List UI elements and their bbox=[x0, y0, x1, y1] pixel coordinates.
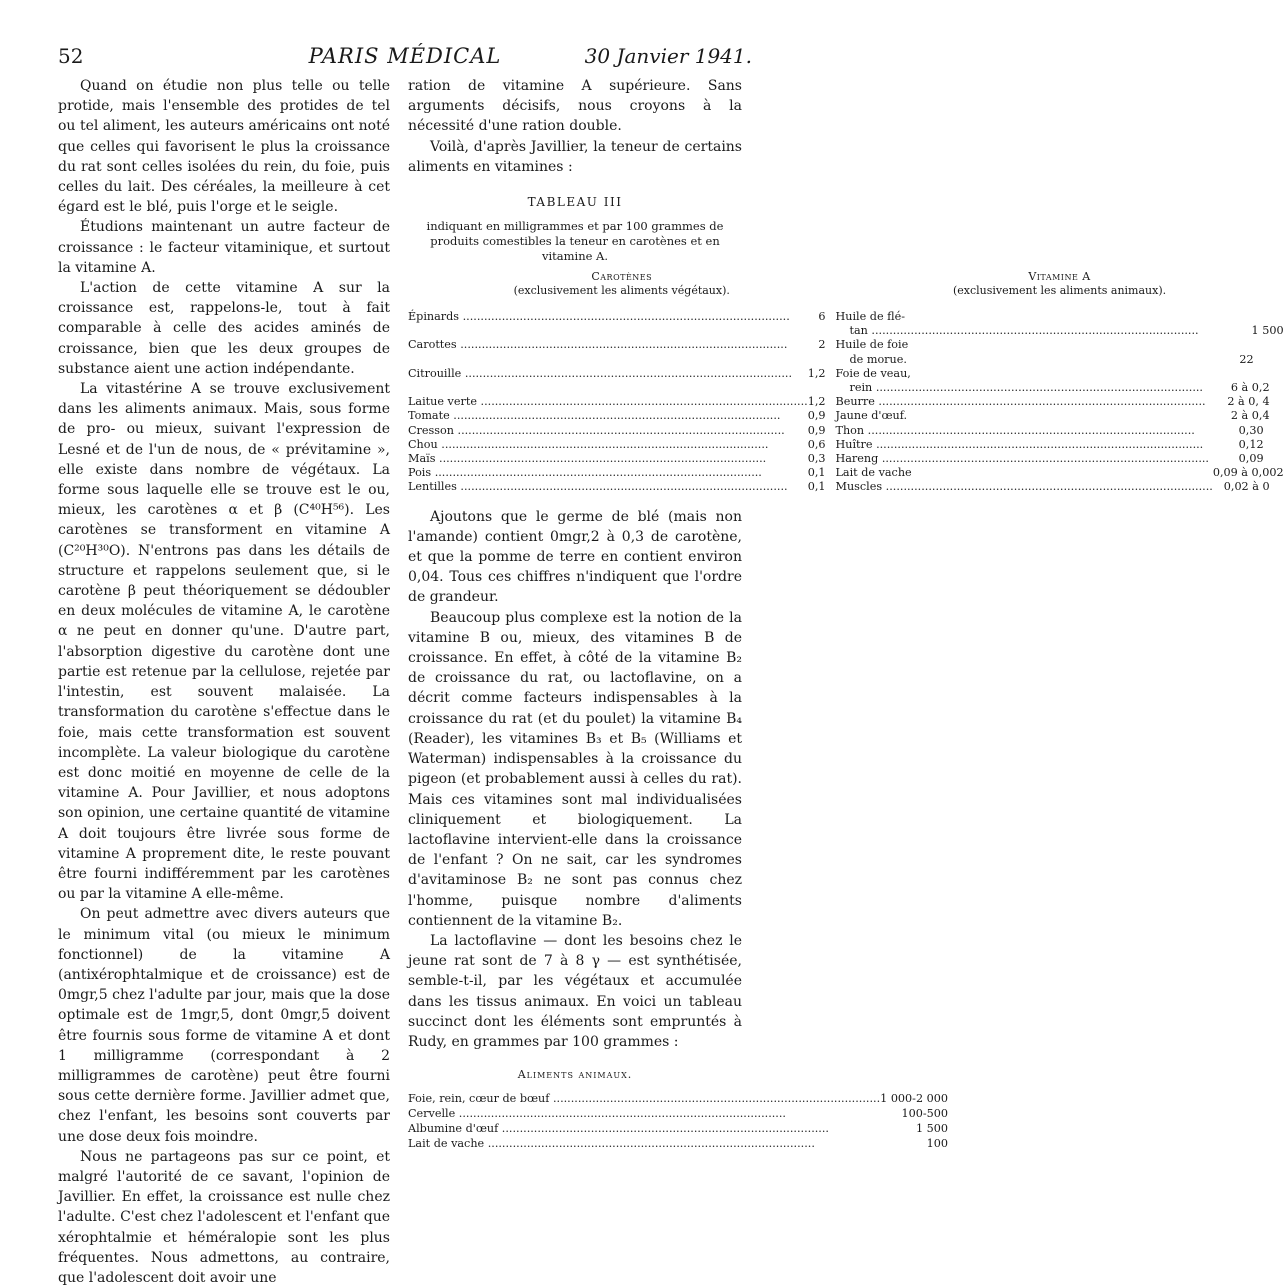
left-paragraph: Nous ne partageons pas sur ce point, et malgré l'autorité de ce savant, l'opinion de Javillier. En effet, la croissance est nulle chez l'adulte. C'est chez l'adolescent et l'enfant que xérophtalmie et héméralopie sont les plus fréquentes. Nous admettons, au contraire, que l'adolescent doit avoir une bbox=[58, 1148, 390, 1286]
left-paragraph: La vitastérine A se trouve exclusivement dans les aliments animaux. Mais, sous forme de pro- ou mieux, suivant l'expression de Lesné et de l'un de nous, de « prévitamine », elle existe dans nombre de végétaux. La forme sous laquelle elle se trouve est le ou, mieux, les carotènes α et β (C⁴⁰H⁵⁶). Les carotènes se transforment en vitamine A (C²⁰H³⁰O). N'entrons pas dans les détails de structure et rappelons seulement que, si le carotène β peut théoriquement se dédoubler en deux molécules de vitamine A, le carotène α ne peut en donner qu'une. D'autre part, l'absorption digestive du carotène dont une partie est retenue par la cellulose, rejetée par l'intestin, est souvent malaisée. La transformation du carotène s'effectue dans le foie, mais cette transformation est souvent incomplète. La valeur biologique du carotène est donc moitié en moyenne de celle de la vitamine A. Pour Javillier, et nous adoptons son opinion, une certaine quantité de vitamine A doit toujours être livrée sous forme de vitamine A proprement dite, le reste pouvant être fourni indifféremment par les carotènes ou par la vitamine A elle-même. bbox=[58, 381, 390, 903]
food-value: 1 500 bbox=[915, 1122, 948, 1136]
veg-name: Laitue verte ..... bbox=[408, 395, 808, 409]
vitamin-table bbox=[408, 270, 1284, 495]
veg-value: 1,2 bbox=[807, 395, 826, 409]
vitamine-sub: (exclusivement les aliments animaux). bbox=[952, 284, 1167, 298]
veg-name: Pois ..... bbox=[408, 466, 808, 480]
food-value: 100 bbox=[926, 1137, 948, 1151]
animal-value: 0,09 bbox=[1238, 452, 1264, 466]
table-row bbox=[408, 353, 1284, 367]
veg-value: 1,2 bbox=[807, 366, 826, 380]
page-header bbox=[58, 44, 752, 74]
animal-name-cont: tan ..... bbox=[850, 324, 1213, 338]
table-row bbox=[408, 381, 1284, 395]
animal-table-title: Aliments animaux. bbox=[517, 1068, 633, 1082]
veg-value: 6 bbox=[818, 310, 826, 324]
column-header-carotenes bbox=[408, 270, 836, 310]
table-row bbox=[408, 480, 1284, 494]
right-paragraph: Ajoutons que le germe de blé (mais non l'amande) contient 0mgr,2 à 0,3 de carotène, et que la pomme de terre en contient environ 0,04. Tous ces chiffres n'indiquent que l'ordre de grandeur. bbox=[408, 508, 742, 606]
veg-value: 0,9 bbox=[807, 423, 826, 437]
table-row bbox=[408, 367, 1284, 381]
right-paragraph: La lactoflavine — dont les besoins chez le jeune rat sont de 7 à 8 γ — est synthétisée, semble-t-il, par les végétaux et accumulée dans les tissus animaux. En voici un tableau succinct dont les éléments sont empruntés à Rudy, en grammes par 100 grammes : bbox=[408, 932, 742, 1050]
animal-name: Thon ..... bbox=[836, 424, 1213, 438]
animal-value: 0,02 à 0 bbox=[1223, 480, 1270, 494]
table-row bbox=[408, 452, 1284, 466]
food-name: Foie, rein, cœur de bœuf ..... bbox=[408, 1091, 880, 1106]
animal-name: Huile de foie bbox=[835, 338, 909, 352]
table-row bbox=[408, 1091, 948, 1106]
animal-name: Huile de flé- bbox=[835, 310, 905, 324]
table-title: TABLEAU III bbox=[527, 195, 623, 210]
animal-table bbox=[408, 1091, 948, 1151]
animal-value: 6 à 0,2 bbox=[1230, 381, 1270, 395]
animal-value: 1 500 bbox=[1251, 324, 1284, 338]
food-value: 100-500 bbox=[901, 1107, 948, 1121]
food-name: Lait de vache ..... bbox=[408, 1136, 880, 1151]
veg-name: Maïs ..... bbox=[408, 452, 808, 466]
left-paragraph: On peut admettre avec divers auteurs que le minimum vital (ou mieux le minimum fonctionnel) de la vitamine A (antixérophtalmique et de croissance) est de 0mgr,5 chez l'adulte par jour, mais que la dose optimale est de 1mgr,5, dont 0mgr,5 doivent être fournis sous forme de vitamine A et dont 1 milligramme (correspondant à 2 milligrammes de carotène) peut être fourni sous cette dernière forme. Javillier admet que, chez l'enfant, les besoins sont couverts par une dose deux fois moindre. bbox=[58, 906, 390, 1145]
left-paragraph: Étudions maintenant un autre facteur de croissance : le facteur vitaminique, et surtout la vitamine A. bbox=[58, 219, 390, 276]
table-row bbox=[408, 324, 1284, 338]
table-row bbox=[408, 310, 1284, 324]
animal-name: Foie de veau, bbox=[835, 366, 911, 380]
table-row bbox=[408, 409, 1284, 423]
food-name: Albumine d'œuf ..... bbox=[408, 1121, 880, 1136]
page-number: 52 bbox=[58, 44, 84, 68]
veg-value: 0,6 bbox=[807, 437, 826, 451]
animal-name: Beurre ..... bbox=[836, 395, 1213, 409]
veg-value: 0,1 bbox=[807, 466, 826, 480]
journal-title: PARIS MÉDICAL bbox=[308, 44, 502, 68]
veg-value: 2 bbox=[818, 338, 826, 352]
veg-name: Chou ..... bbox=[408, 438, 808, 452]
animal-name: Lait de vache bbox=[835, 466, 912, 480]
animal-value: 2 à 0, 4 bbox=[1227, 395, 1270, 409]
left-column bbox=[58, 76, 390, 1288]
animal-value: 0,09 à 0,002 bbox=[1212, 466, 1284, 480]
carotenes-sub: (exclusivement les aliments végétaux). bbox=[513, 284, 730, 298]
veg-name: Citrouille ..... bbox=[408, 367, 808, 381]
animal-name: Hareng ..... bbox=[836, 452, 1213, 466]
veg-value: 0,9 bbox=[807, 409, 826, 423]
right-paragraph: Voilà, d'après Javillier, la teneur de certains aliments en vitamines : bbox=[408, 138, 742, 175]
carotenes-head: Carotènes bbox=[591, 270, 653, 284]
table-row bbox=[408, 1106, 948, 1121]
veg-name: Tomate ..... bbox=[408, 409, 808, 423]
left-paragraph: Quand on étudie non plus telle ou telle protide, mais l'ensemble des protides de tel ou tel aliment, les auteurs américains ont noté que celles qui favorisent le plus la croissance du rat sont celles isolées du rein, du foie, puis celles du lait. Des céréales, la meilleure à cet égard est le blé, puis l'orge et le seigle. bbox=[58, 78, 390, 216]
veg-name: Cresson ..... bbox=[408, 424, 808, 438]
veg-value: 0,1 bbox=[807, 480, 826, 494]
table-row bbox=[408, 1121, 948, 1136]
table-row bbox=[408, 395, 1284, 409]
animal-name-cont: rein ..... bbox=[850, 381, 1213, 395]
animal-name: Muscles ..... bbox=[836, 480, 1213, 494]
right-column bbox=[408, 76, 1284, 1151]
animal-value: 0,30 bbox=[1238, 423, 1264, 437]
veg-name: Carottes ..... bbox=[408, 338, 808, 352]
animal-name: Jaune d'œuf. bbox=[835, 409, 908, 423]
issue-date: 30 Janvier 1941. bbox=[584, 44, 752, 68]
left-paragraph: L'action de cette vitamine A sur la croissance est, rappelons-le, tout à fait comparable à celle des acides aminés de croissance, bien que les deux groupes de substance aient une action indépendante. bbox=[58, 280, 390, 377]
column-header-vitamine bbox=[836, 270, 1284, 310]
food-value: 1 000-2 000 bbox=[880, 1092, 948, 1106]
animal-value: 0,12 bbox=[1238, 437, 1264, 451]
animal-value: 22 bbox=[1239, 352, 1254, 366]
table-header-row bbox=[408, 270, 1284, 310]
food-name: Cervelle ..... bbox=[408, 1106, 880, 1121]
veg-value: 0,3 bbox=[807, 452, 826, 466]
table-subtitle: indiquant en milligrammes et par 100 grammes de produits comestibles la teneur en carotènes et en vitamine A. bbox=[426, 219, 724, 264]
table-row bbox=[408, 466, 1284, 480]
table-row bbox=[408, 438, 1284, 452]
vitamine-head: Vitamine A bbox=[1028, 270, 1091, 284]
veg-name: Épinards ..... bbox=[408, 310, 808, 324]
table-row bbox=[408, 424, 1284, 438]
animal-name-cont: de morue. bbox=[849, 352, 907, 366]
table-row bbox=[408, 338, 1284, 352]
right-paragraph: Beaucoup plus complexe est la notion de la vitamine B ou, mieux, des vitamines B de croissance. En effet, à côté de la vitamine B₂ de croissance du rat, ou lactoflavine, on a décrit comme facteurs indispensables à la croissance du rat (et du poulet) la vitamine B₄ (Reader), les vitamines B₃ et B₅ (Williams et Waterman) indispensables à la croissance du pigeon (et probablement aussi à celles du rat). Mais ces vitamines sont mal individualisées cliniquement et biologiquement. La lactoflavine intervient-elle dans la croissance de l'enfant ? On ne sait, car les syndromes d'avitaminose B₂ ne sont pas connus chez l'homme, puisque nombre d'aliments contiennent de la vitamine B₂. bbox=[408, 609, 742, 929]
veg-name: Lentilles ..... bbox=[408, 480, 808, 494]
right-paragraph: ration de vitamine A supérieure. Sans arguments décisifs, nous croyons à la nécessité d'une ration double. bbox=[408, 78, 742, 135]
animal-name: Huître ..... bbox=[836, 438, 1213, 452]
table-row bbox=[408, 1136, 948, 1151]
animal-value: 2 à 0,4 bbox=[1230, 409, 1270, 423]
